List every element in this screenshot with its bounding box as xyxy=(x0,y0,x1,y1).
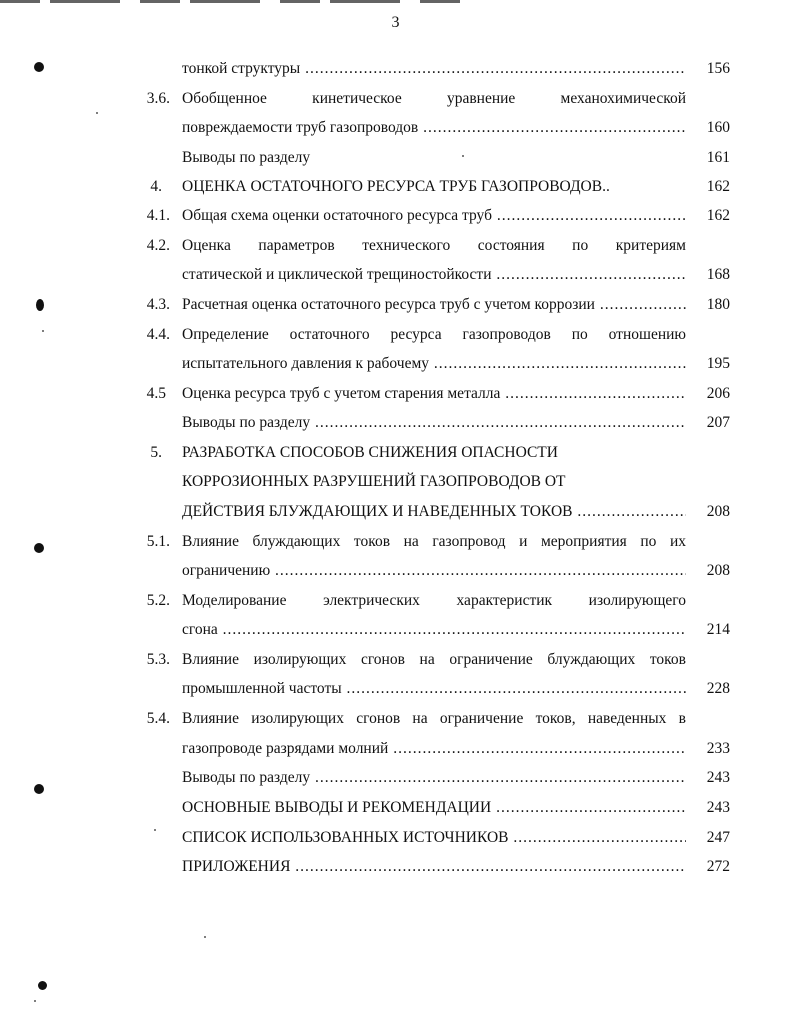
toc-entry-page: 214 xyxy=(706,621,730,638)
toc-entry-title: КОРРОЗИОННЫХ РАЗРУШЕНИЙ ГАЗОПРОВОДОВ ОТ xyxy=(182,473,566,490)
toc-entry-page: 208 xyxy=(706,503,730,520)
toc-entry xyxy=(0,469,791,495)
toc-entry-page: 272 xyxy=(706,858,730,875)
toc-entry-number: 5. xyxy=(150,444,162,461)
toc-entry-page: 168 xyxy=(706,266,730,283)
punch-hole-mark xyxy=(36,299,44,311)
toc-entry-title: Оценка параметров технического состояния по критериям xyxy=(182,237,686,254)
toc-entry xyxy=(0,381,791,407)
toc-entry xyxy=(0,706,791,732)
toc-entry-title: промышленной частоты ..... xyxy=(182,676,686,702)
toc-entry-number: 5.4. xyxy=(146,710,170,727)
toc-entry-number: 4.2. xyxy=(146,237,170,254)
toc-entry-title: повреждаемости труб газопроводов ..... xyxy=(182,115,686,141)
toc-entry-page: 195 xyxy=(706,355,730,372)
toc-entry-title: Выводы по разделу ..... xyxy=(182,410,686,436)
toc-entry-page: 156 xyxy=(706,60,730,77)
toc-entry-page: 206 xyxy=(706,385,730,402)
toc-entry xyxy=(0,292,791,318)
toc-entry xyxy=(0,203,791,229)
toc-entry xyxy=(0,617,791,643)
toc-entry xyxy=(0,262,791,288)
toc-entry-title: Моделирование электрических характеристик изолирующего xyxy=(182,592,686,609)
toc-entry xyxy=(0,145,791,171)
toc-entry xyxy=(0,854,791,880)
toc-entry-title: Расчетная оценка остаточного ресурса труб с учетом коррозии ..... xyxy=(182,292,686,318)
toc-entry xyxy=(0,765,791,791)
toc-entry-title: СПИСОК ИСПОЛЬЗОВАННЫХ ИСТОЧНИКОВ ..... xyxy=(182,825,686,851)
toc-entry-title: ОЦЕНКА ОСТАТОЧНОГО РЕСУРСА ТРУБ ГАЗОПРОВОДОВ.. xyxy=(182,178,610,195)
toc-entry xyxy=(0,56,791,82)
scan-speck xyxy=(42,330,44,332)
toc-entry-page: 243 xyxy=(706,799,730,816)
toc-entry xyxy=(0,233,791,259)
scan-speck xyxy=(204,936,206,938)
toc-entry-title: статической и циклической трещиностойкости ..... xyxy=(182,262,686,288)
toc-entry-page: 160 xyxy=(706,119,730,136)
toc-entry-page: 180 xyxy=(706,296,730,313)
toc-entry-page: 161 xyxy=(706,149,730,166)
scan-speck xyxy=(34,1000,36,1002)
toc-entry-title: Обобщенное кинетическое уравнение механохимической xyxy=(182,90,686,107)
scan-speck xyxy=(462,155,464,157)
toc-entry-title: Оценка ресурса труб с учетом старения металла ..... xyxy=(182,381,686,407)
toc-entry-title: Определение остаточного ресурса газопроводов по отношению xyxy=(182,326,686,343)
toc-entry xyxy=(0,440,791,466)
toc-entry-title: ПРИЛОЖЕНИЯ ..... xyxy=(182,854,686,880)
toc-entry-title: Влияние изолирующих сгонов на ограничение блуждающих токов xyxy=(182,651,686,668)
toc-entry-title: тонкой структуры ..... xyxy=(182,56,686,82)
toc-entry-page: 233 xyxy=(706,740,730,757)
toc-entry-page: 247 xyxy=(706,829,730,846)
toc-entry-number: 4.3. xyxy=(146,296,170,313)
toc-entry xyxy=(0,529,791,555)
toc-entry-page: 243 xyxy=(706,769,730,786)
toc-entry-title: газопроводе разрядами молний ..... xyxy=(182,736,686,762)
toc-entry xyxy=(0,174,791,200)
page-number: 3 xyxy=(391,14,400,31)
toc-entry xyxy=(0,351,791,377)
toc-entry xyxy=(0,676,791,702)
toc-entry-page: 207 xyxy=(706,414,730,431)
toc-entry xyxy=(0,736,791,762)
toc-entry-page: 162 xyxy=(706,207,730,224)
toc-entry-title: РАЗРАБОТКА СПОСОБОВ СНИЖЕНИЯ ОПАСНОСТИ xyxy=(182,444,558,461)
toc-entry-number: 5.1. xyxy=(146,533,170,550)
toc-entry-number: 5.2. xyxy=(146,592,170,609)
toc-entry xyxy=(0,647,791,673)
toc-entry-title: ограничению ..... xyxy=(182,558,686,584)
toc-entry-number: 5.3. xyxy=(146,651,170,668)
toc-entry xyxy=(0,558,791,584)
toc-entry-number: 4.5 xyxy=(146,385,166,402)
toc-entry-title: Влияние изолирующих сгонов на ограничение токов, наведенных в xyxy=(182,710,686,727)
toc-entry xyxy=(0,499,791,525)
toc-entry-page: 228 xyxy=(706,680,730,697)
toc-entry-number: 4. xyxy=(150,178,162,195)
toc-entry-page: 162 xyxy=(706,178,730,195)
toc-entry-title: ОСНОВНЫЕ ВЫВОДЫ И РЕКОМЕНДАЦИИ ..... xyxy=(182,795,686,821)
toc-entry-page: 208 xyxy=(706,562,730,579)
toc-entry-title: Выводы по разделу xyxy=(182,149,311,166)
scan-speck xyxy=(96,112,98,114)
toc-entry-number: 3.6. xyxy=(146,90,170,107)
scan-speck xyxy=(154,829,156,831)
punch-hole-mark xyxy=(34,784,44,794)
toc-entry-title: ДЕЙСТВИЯ БЛУЖДАЮЩИХ И НАВЕДЕННЫХ ТОКОВ ..... xyxy=(182,499,686,525)
toc-entry xyxy=(0,410,791,436)
toc-entry-title: испытательного давления к рабочему ..... xyxy=(182,351,686,377)
toc-entry-title: Общая схема оценки остаточного ресурса труб ..... xyxy=(182,203,686,229)
punch-hole-mark xyxy=(38,981,47,990)
punch-hole-mark xyxy=(34,543,44,553)
toc-entry xyxy=(0,825,791,851)
toc-entry xyxy=(0,322,791,348)
toc-entry xyxy=(0,115,791,141)
toc-entry-number: 4.4. xyxy=(146,326,170,343)
toc-entry-title: Выводы по разделу ..... xyxy=(182,765,686,791)
toc-entry-title: сгона ..... xyxy=(182,617,686,643)
toc-entry xyxy=(0,86,791,112)
toc-entry xyxy=(0,795,791,821)
toc-entry-number: 4.1. xyxy=(146,207,170,224)
toc-entry xyxy=(0,588,791,614)
toc-entry-title: Влияние блуждающих токов на газопровод и мероприятия по их xyxy=(182,533,686,550)
punch-hole-mark xyxy=(34,62,44,72)
